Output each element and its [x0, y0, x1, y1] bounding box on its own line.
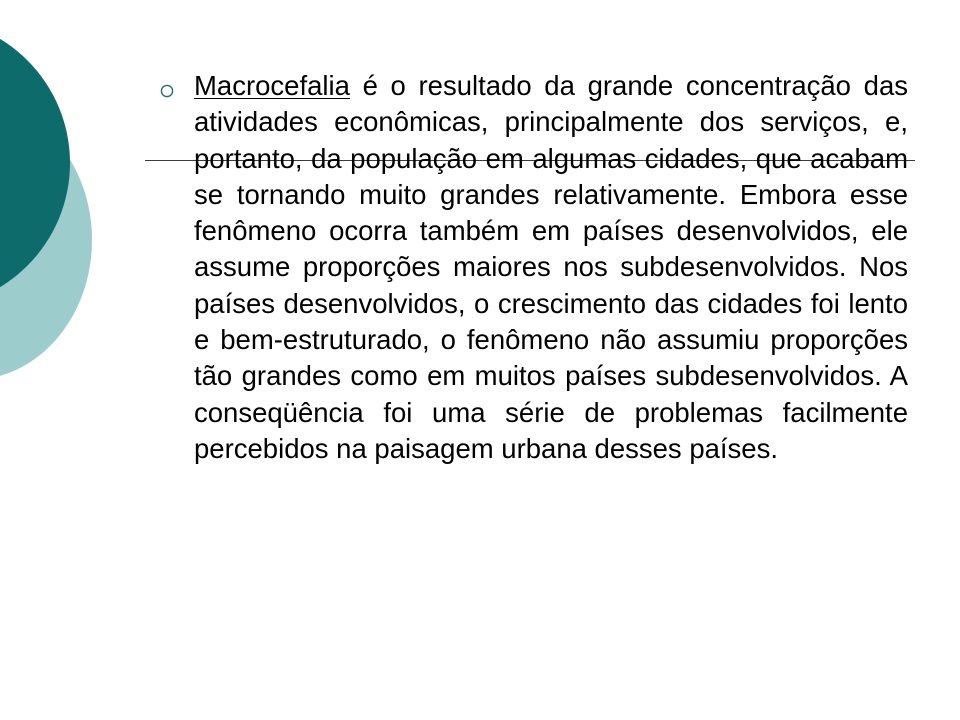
hollow-circle-bullet-icon — [160, 84, 174, 98]
bullet-body-text: é o resultado da grande concentração das atividades econômicas, principalmente dos serviços, e, portanto, da população em algumas cidades, que acabam se tornando muito grandes relativamente. Embora esse fenômeno ocorra também em países desenvolvidos, ele assume proporções maiores nos subdesenvolvidos. Nos países desenvolvidos, o crescimento das cidades foi lento e bem-estruturado, o fenômeno não assumiu proporções tão grandes como em muitos países subdesenvolvidos. A conseqüência foi uma série de problemas facilmente percebidos na paisagem urbana desses países. — [194, 70, 908, 464]
bullet-paragraph — [194, 68, 908, 467]
highlighted-term: Macrocefalia — [194, 70, 350, 101]
